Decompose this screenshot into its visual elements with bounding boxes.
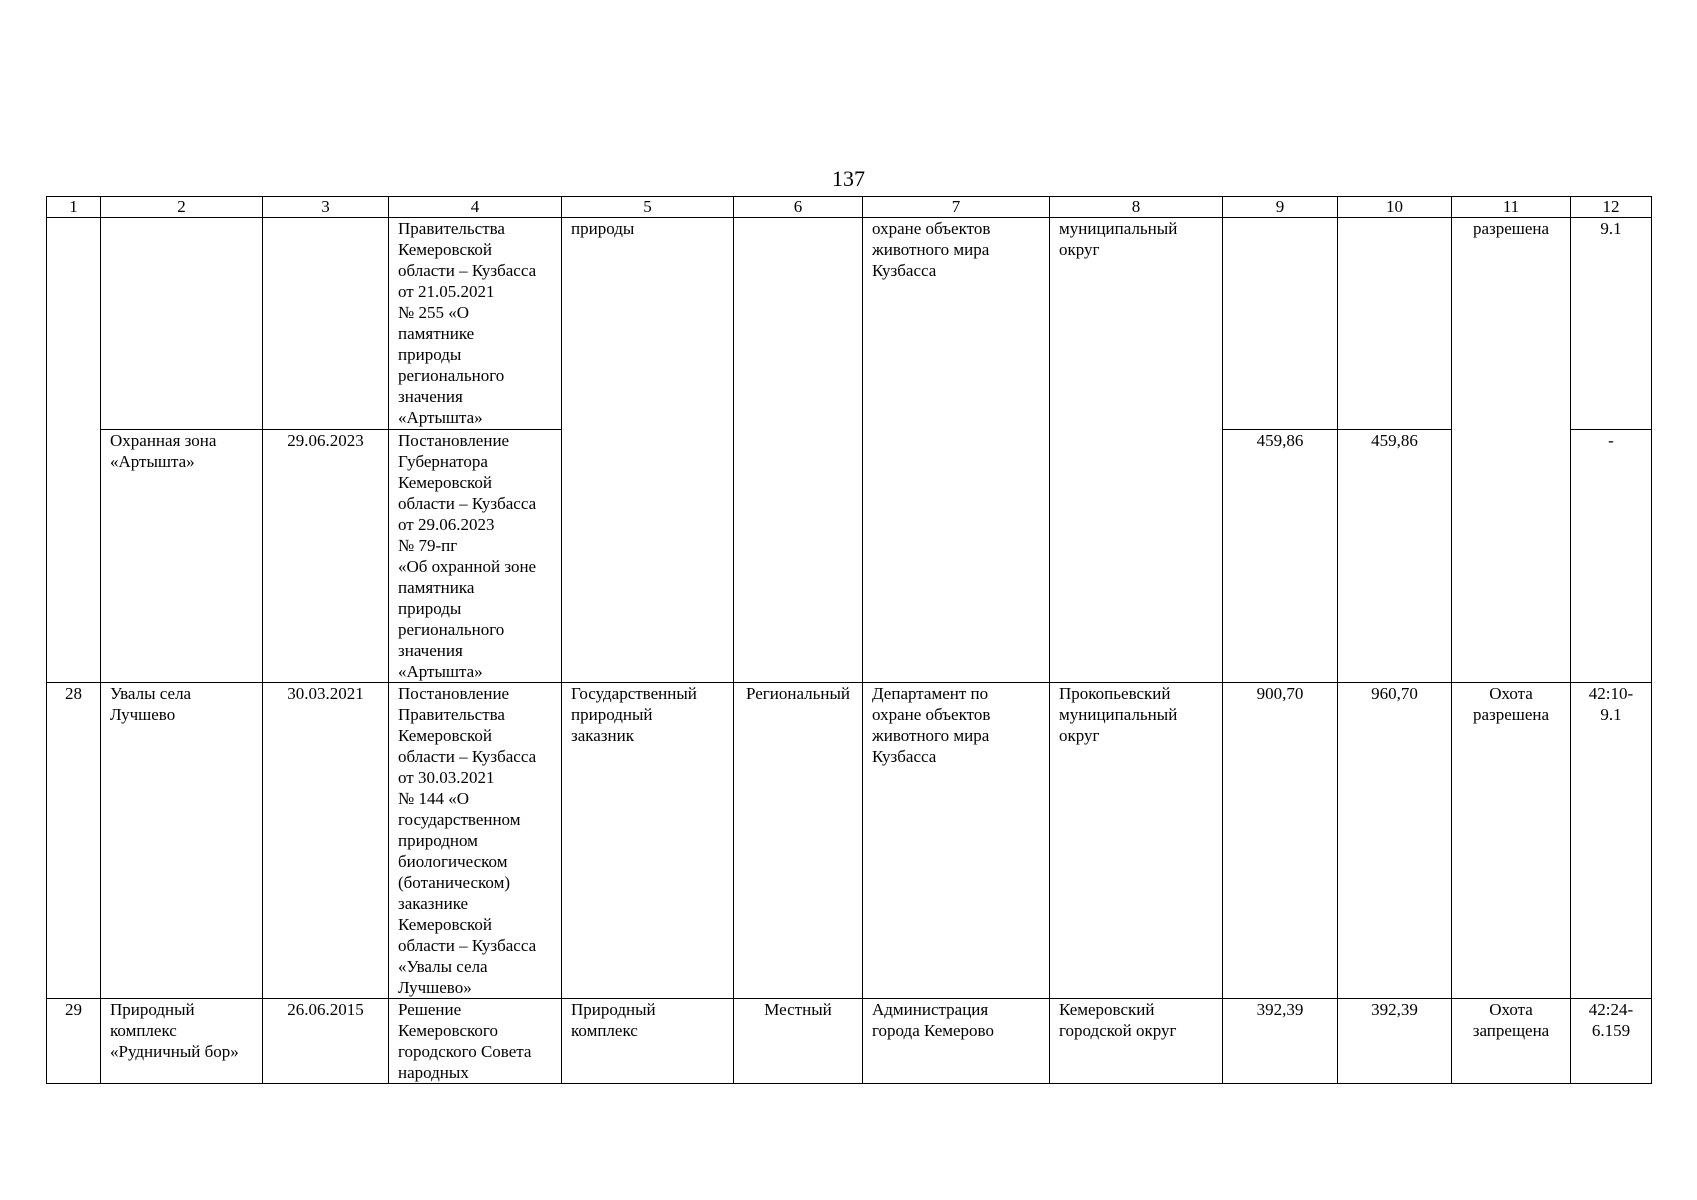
code-cell: 9.1	[1571, 218, 1652, 430]
authority-cell: Департамент по охране объектов животного мира Кузбасса	[863, 683, 1050, 999]
column-number-header: 11	[1452, 197, 1571, 218]
legal-document-cell: Постановление Губернатора Кемеровской области – Кузбасса от 29.06.2023 № 79-пг «Об охранной зоне памятника природы регионального значения «Артышта»	[389, 430, 562, 683]
area-value-cell: 960,70	[1338, 683, 1452, 999]
hunting-status-cell: Охота запрещена	[1452, 999, 1571, 1084]
area-value-cell: 392,39	[1223, 999, 1338, 1084]
area-name-cell	[101, 218, 263, 430]
date-cell	[263, 218, 389, 430]
municipality-cell: Кемеровский городской округ	[1050, 999, 1223, 1084]
legal-document-cell: Постановление Правительства Кемеровской области – Кузбасса от 30.03.2021 № 144 «О государственном природном биологическом (ботаническом) заказнике Кемеровской области – Кузбасса «Увалы села Лучшево»	[389, 683, 562, 999]
level-cell	[734, 218, 863, 683]
column-number-header: 6	[734, 197, 863, 218]
level-cell: Региональный	[734, 683, 863, 999]
area-name-cell: Увалы села Лучшево	[101, 683, 263, 999]
authority-cell: Администрация города Кемерово	[863, 999, 1050, 1084]
column-number-header: 7	[863, 197, 1050, 218]
column-number-header: 8	[1050, 197, 1223, 218]
column-number-header: 10	[1338, 197, 1452, 218]
category-cell: Государственный природный заказник	[562, 683, 734, 999]
page-number: 137	[832, 166, 865, 191]
column-number-header: 1	[47, 197, 101, 218]
hunting-status-cell: разрешена	[1452, 218, 1571, 683]
date-cell: 30.03.2021	[263, 683, 389, 999]
area-value-cell: 459,86	[1338, 430, 1452, 683]
hunting-status-cell: Охота разрешена	[1452, 683, 1571, 999]
column-number-header: 5	[562, 197, 734, 218]
area-value-cell: 900,70	[1223, 683, 1338, 999]
area-name-cell: Природный комплекс «Рудничный бор»	[101, 999, 263, 1084]
table-row	[47, 683, 1652, 999]
municipality-cell: Прокопьевский муниципальный округ	[1050, 683, 1223, 999]
category-cell: природы	[562, 218, 734, 683]
authority-cell: охране объектов животного мира Кузбасса	[863, 218, 1050, 683]
protected-areas-table	[46, 196, 1652, 1084]
level-cell: Местный	[734, 999, 863, 1084]
code-cell: 42:10- 9.1	[1571, 683, 1652, 999]
category-cell: Природный комплекс	[562, 999, 734, 1084]
area-name-cell: Охранная зона «Артышта»	[101, 430, 263, 683]
date-cell: 29.06.2023	[263, 430, 389, 683]
column-number-header: 3	[263, 197, 389, 218]
table-row	[47, 218, 1652, 430]
area-value-cell: 459,86	[1223, 430, 1338, 683]
legal-document-cell: Решение Кемеровского городского Совета народных	[389, 999, 562, 1084]
row-number-cell	[47, 218, 101, 683]
column-number-row	[47, 197, 1652, 218]
area-value-cell: 392,39	[1338, 999, 1452, 1084]
area-value-cell	[1338, 218, 1452, 430]
municipality-cell: муниципальный округ	[1050, 218, 1223, 683]
table-row	[47, 999, 1652, 1084]
column-number-header: 4	[389, 197, 562, 218]
row-number-cell: 29	[47, 999, 101, 1084]
column-number-header: 9	[1223, 197, 1338, 218]
row-number-cell: 28	[47, 683, 101, 999]
area-value-cell	[1223, 218, 1338, 430]
legal-document-cell: Правительства Кемеровской области – Кузбасса от 21.05.2021 № 255 «О памятнике природы регионального значения «Артышта»	[389, 218, 562, 430]
code-cell: 42:24- 6.159	[1571, 999, 1652, 1084]
date-cell: 26.06.2015	[263, 999, 389, 1084]
column-number-header: 12	[1571, 197, 1652, 218]
column-number-header: 2	[101, 197, 263, 218]
code-cell: -	[1571, 430, 1652, 683]
